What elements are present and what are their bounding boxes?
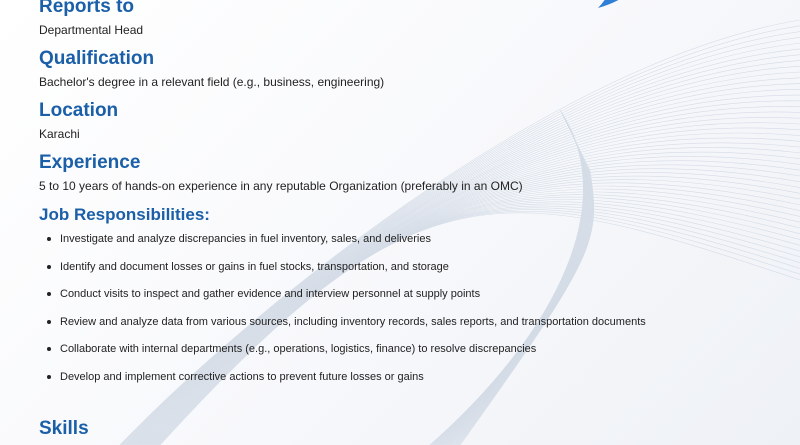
bullet-icon <box>47 237 51 241</box>
skills-section <box>39 416 89 442</box>
list-item <box>39 314 779 342</box>
location-heading: Location <box>39 100 119 121</box>
location-value: Karachi <box>39 127 80 141</box>
reports-to-heading: Reports to <box>39 0 134 17</box>
bullet-icon <box>47 265 51 269</box>
list-item <box>39 231 779 259</box>
responsibilities-heading: Job Responsibilities: <box>39 205 210 224</box>
responsibility-text: Collaborate with internal departments (e.g., operations, logistics, finance) to resolve discrepancies <box>60 343 537 355</box>
list-item <box>39 259 779 287</box>
responsibility-text: Develop and implement corrective actions to prevent future losses or gains <box>60 370 424 383</box>
responsibility-text: Conduct visits to inspect and gather evidence and interview personnel at supply points <box>60 288 481 300</box>
bullet-icon <box>47 375 51 379</box>
responsibility-text: Investigate and analyze discrepancies in fuel inventory, sales, and deliveries <box>60 233 431 245</box>
experience-heading: Experience <box>39 152 141 173</box>
bullet-icon <box>47 292 51 296</box>
experience-value: 5 to 10 years of hands-on experience in any reputable Organization (preferably in an OMC) <box>39 179 523 193</box>
experience-section <box>39 150 779 194</box>
responsibility-text: Identify and document losses or gains in fuel stocks, transportation, and storage <box>60 260 449 273</box>
list-item <box>39 369 779 397</box>
job-details <box>39 0 779 404</box>
bullet-icon <box>47 320 51 324</box>
responsibility-text: Review and analyze data from various sources, including inventory records, sales reports, and transportation documents <box>60 315 646 328</box>
qualification-heading: Qualification <box>39 48 155 69</box>
location-section <box>39 98 779 142</box>
list-item <box>39 341 779 369</box>
qualification-value: Bachelor's degree in a relevant field (e.g., business, engineering) <box>39 75 385 89</box>
bullet-icon <box>47 347 51 351</box>
reports-to-section <box>39 0 779 38</box>
qualification-section <box>39 46 779 90</box>
responsibilities-section <box>39 202 779 396</box>
list-item <box>39 286 779 314</box>
reports-to-value: Departmental Head <box>39 23 144 37</box>
skills-heading: Skills <box>39 418 89 439</box>
responsibilities-list <box>39 231 779 396</box>
